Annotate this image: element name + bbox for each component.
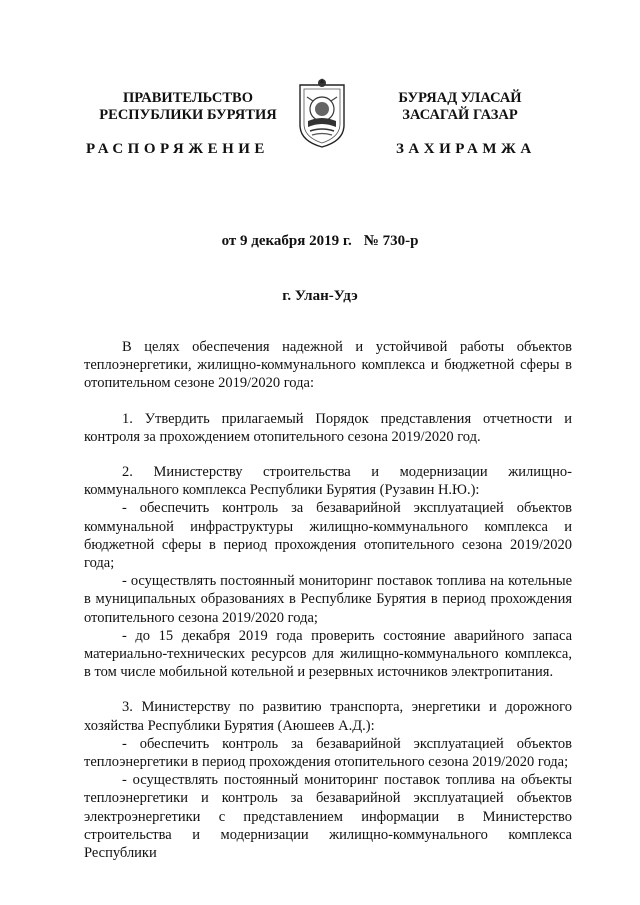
header-left — [88, 90, 288, 124]
paragraph-2-item-b: - осуществлять постоянный мониторинг поставок топлива на котельные в муниципальных образованиях в Республике Бурятия в период прохождения отопительного сезона 2019/2020 года; — [84, 573, 572, 626]
paragraph-intro: В целях обеспечения надежной и устойчивой работы объектов теплоэнергетики, жилищно-коммунального комплекса и бюджетной сферы в отопительном сезоне 2019/2020 года: — [84, 339, 572, 392]
paragraph-2-item-a: - обеспечить контроль за безаварийной эксплуатацией объектов коммунальной инфраструктуры жилищно-коммунального комплекса и бюджетной сферы в период прохождения отопительного сезона 2019/2020 года; — [84, 500, 572, 572]
header-right-line-1: БУРЯАД УЛАСАЙ — [398, 90, 522, 106]
document-body — [84, 338, 572, 862]
paragraph-3-item-a: - обеспечить контроль за безаварийной эксплуатацией объектов теплоэнергетики в период прохождения отопительного сезона 2019/2020 года; — [84, 735, 572, 771]
header-left-line-1: ПРАВИТЕЛЬСТВО — [123, 90, 253, 106]
doc-type-ru: РАСПОРЯЖЕНИЕ — [86, 141, 269, 157]
header-left-line-2: РЕСПУБЛИКИ БУРЯТИЯ — [99, 107, 277, 123]
header-right-line-2: ЗАСАГАЙ ГАЗАР — [402, 107, 518, 123]
header-right — [380, 90, 540, 124]
paragraph-1: 1. Утвердить прилагаемый Порядок представления отчетности и контроля за прохождением отопительного сезона 2019/2020 год. — [84, 410, 572, 445]
coat-of-arms-icon — [296, 75, 348, 149]
paragraph-3-item-b: - осуществлять постоянный мониторинг поставок топлива на объекты теплоэнергетики и контроль за безаварийной эксплуатацией объектов электроэнергетики с представлением информации в Министерство строительства и модернизации жилищно-коммунального комплекса Республики — [84, 772, 572, 862]
doc-type-bua: ЗАХИРАМЖА — [396, 141, 536, 157]
document-number: № 730-р — [363, 233, 419, 249]
paragraph-2-item-c: - до 15 декабря 2019 года проверить состояние аварийного запаса материально-технических ресурсов для жилищно-коммунального комплекса, в том числе мобильной котельной и резервных источников электропитания. — [84, 627, 572, 681]
document-date: от 9 декабря 2019 г. — [221, 233, 352, 249]
paragraph-3: 3. Министерству по развитию транспорта, энергетики и дорожного хозяйства Республики Бурятия (Аюшеев А.Д.): — [84, 699, 572, 734]
date-number-line — [0, 233, 640, 250]
paragraph-2: 2. Министерству строительства и модернизации жилищно-коммунального комплекса Республики Бурятия (Рузавин Н.Ю.): — [84, 464, 572, 499]
document-city: г. Улан-Удэ — [282, 288, 358, 304]
